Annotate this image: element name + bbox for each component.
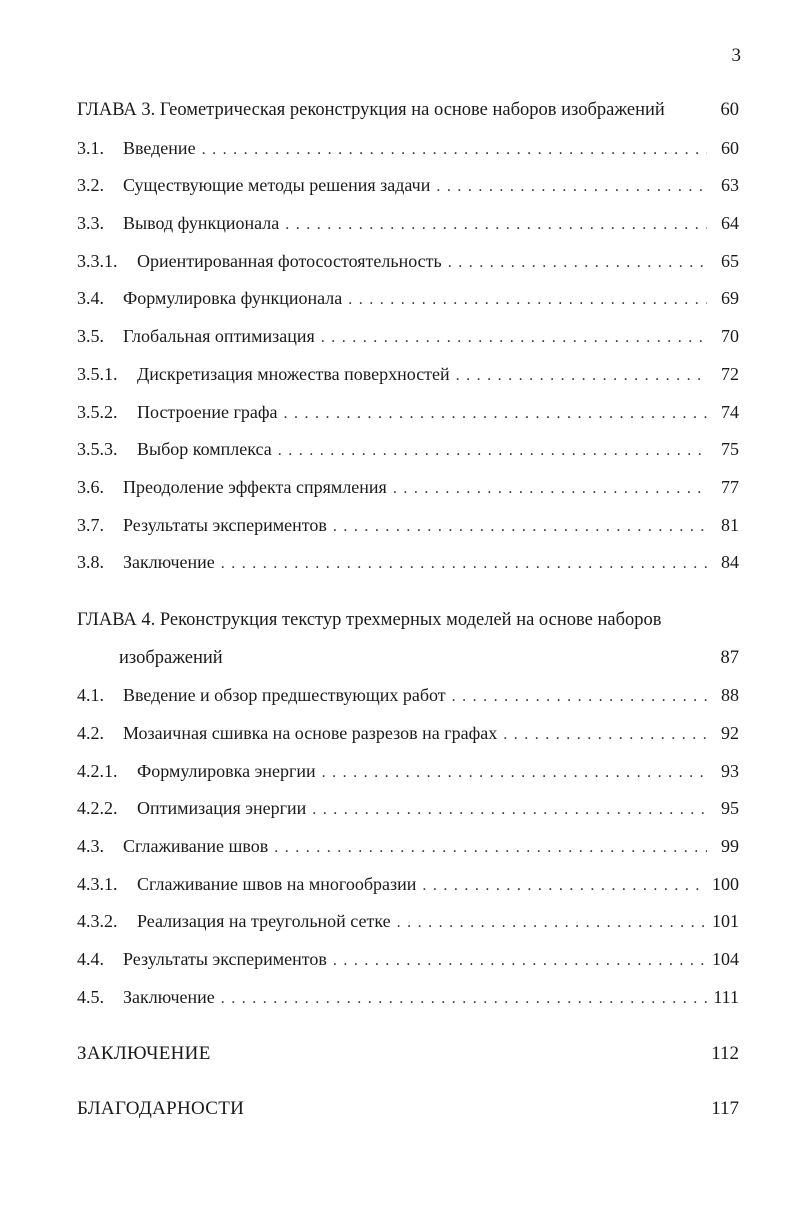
section-number: 3.8. (77, 552, 104, 573)
page-ref: 93 (721, 760, 739, 781)
dot-leader (274, 839, 707, 857)
section-number: 4.3.1. (77, 873, 118, 894)
section-number: 4.2.1. (77, 760, 118, 781)
page-ref: 69 (721, 288, 739, 309)
page-ref: 60 (721, 137, 739, 158)
section-number: 4.5. (77, 986, 104, 1007)
dot-leader (348, 291, 707, 309)
section-number: 3.3. (77, 213, 104, 234)
section-title: Введение (123, 137, 196, 158)
section-number: 3.1. (77, 137, 104, 158)
section-number: 4.3.2. (77, 911, 118, 932)
page-ref: 70 (721, 326, 739, 347)
dot-leader (285, 216, 707, 234)
page-ref: 99 (721, 836, 739, 857)
toc-entry[interactable] (77, 477, 739, 515)
page-ref: 74 (721, 401, 739, 422)
top-level-title: БЛАГОДАРНОСТИ (77, 1098, 245, 1120)
spacer (77, 1080, 739, 1098)
toc-entry[interactable] (77, 685, 739, 723)
toc-acknowledgements[interactable] (77, 1098, 739, 1136)
toc-entry[interactable] (77, 798, 739, 836)
dot-leader (448, 254, 707, 272)
page-ref: 92 (721, 723, 739, 743)
section-title: Формулировка функционала (123, 288, 343, 309)
toc-chapter-4-continued[interactable] (77, 648, 739, 686)
toc-chapter-4[interactable] (77, 610, 739, 648)
toc-entry[interactable] (77, 874, 739, 912)
table-of-contents (77, 100, 739, 1136)
section-title: Введение и обзор предшествующих работ (123, 685, 446, 706)
page-ref: 101 (712, 911, 739, 932)
toc-entry[interactable] (77, 326, 739, 364)
section-number: 3.5.2. (77, 401, 118, 422)
dot-leader (456, 367, 707, 385)
section-number: 3.3.1. (77, 250, 118, 271)
toc-chapter-3[interactable] (77, 100, 739, 138)
section-number: 3.5.3. (77, 439, 118, 460)
top-level-title: ЗАКЛЮЧЕНИЕ (77, 1042, 211, 1064)
chapter-title-line-1: ГЛАВА 4. Реконструкция текстур трехмерных моделей на основе наборов (77, 609, 662, 630)
section-number: 3.2. (77, 175, 104, 196)
toc-entry[interactable] (77, 138, 739, 176)
section-number: 3.5.1. (77, 363, 118, 384)
dot-leader (503, 726, 707, 744)
page-ref: 65 (721, 250, 739, 271)
dot-leader (397, 914, 707, 932)
dot-leader (221, 990, 707, 1008)
section-number: 3.5. (77, 326, 104, 347)
page-ref: 63 (721, 175, 739, 196)
section-title: Дискретизация множества поверхностей (137, 363, 450, 384)
toc-entry[interactable] (77, 213, 739, 251)
dot-leader (436, 178, 707, 196)
page-ref: 72 (721, 363, 739, 384)
section-number: 3.4. (77, 288, 104, 309)
section-number: 4.3. (77, 836, 104, 857)
toc-entry[interactable] (77, 761, 739, 799)
section-title: Глобальная оптимизация (123, 326, 315, 347)
page-ref: 84 (721, 552, 739, 573)
page-ref: 81 (721, 514, 739, 535)
section-title: Сглаживание швов на многообразии (137, 873, 417, 894)
section-number: 4.2. (77, 723, 104, 743)
toc-entry[interactable] (77, 723, 739, 761)
page-ref: 111 (713, 986, 739, 1007)
page-ref: 104 (712, 949, 739, 970)
section-number: 4.1. (77, 685, 104, 706)
section-title: Вывод функционала (123, 213, 280, 234)
section-title: Выбор комплекса (137, 439, 272, 460)
section-number: 3.7. (77, 514, 104, 535)
dot-leader (333, 518, 707, 536)
dot-leader (284, 405, 707, 423)
toc-entry[interactable] (77, 439, 739, 477)
dot-leader (202, 141, 707, 159)
page-ref: 88 (721, 685, 739, 706)
page-number: 3 (731, 45, 741, 66)
chapter-title-line-2: изображений (119, 647, 223, 668)
page-ref: 64 (721, 213, 739, 234)
page-ref: 77 (721, 476, 739, 497)
dot-leader (333, 952, 707, 970)
toc-entry[interactable] (77, 836, 739, 874)
page-ref: 112 (711, 1042, 739, 1064)
spacer (77, 590, 739, 610)
toc-entry[interactable] (77, 987, 739, 1025)
section-number: 4.2.2. (77, 798, 118, 819)
toc-entry[interactable] (77, 949, 739, 987)
section-title: Преодоление эффекта спрямления (123, 476, 387, 497)
section-title: Сглаживание швов (123, 836, 269, 857)
toc-entry[interactable] (77, 175, 739, 213)
page-ref: 87 (720, 647, 739, 668)
section-title: Формулировка энергии (137, 760, 316, 781)
section-title: Оптимизация энергии (137, 798, 307, 819)
dot-leader (322, 764, 707, 782)
chapter-title: ГЛАВА 3. Геометрическая реконструкция на основе наборов изображений (77, 100, 665, 120)
page-ref: 75 (721, 439, 739, 460)
section-number: 4.4. (77, 949, 104, 970)
dot-leader (393, 480, 707, 498)
dot-leader (452, 688, 707, 706)
section-title: Заключение (123, 986, 215, 1007)
toc-entry[interactable] (77, 911, 739, 949)
section-title: Существующие методы решения задачи (123, 175, 431, 196)
dot-leader (221, 555, 707, 573)
section-title: Ориентированная фотосостоятельность (137, 250, 442, 271)
toc-entry[interactable] (77, 251, 739, 289)
toc-entry[interactable] (77, 364, 739, 402)
dot-leader (422, 877, 707, 895)
section-title: Построение графа (137, 401, 278, 422)
section-title: Результаты экспериментов (123, 949, 327, 970)
toc-entry[interactable] (77, 515, 739, 553)
section-title: Результаты экспериментов (123, 514, 327, 535)
toc-entry[interactable] (77, 288, 739, 326)
dot-leader (278, 442, 707, 460)
toc-entry[interactable] (77, 552, 739, 590)
section-title: Мозаичная сшивка на основе разрезов на графах (123, 723, 498, 743)
page-ref: 100 (712, 873, 739, 894)
page-ref: 60 (720, 100, 739, 120)
section-title: Заключение (123, 552, 215, 573)
dot-leader (312, 801, 707, 819)
page-ref: 117 (711, 1098, 739, 1120)
section-number: 3.6. (77, 476, 104, 497)
toc-entry[interactable] (77, 402, 739, 440)
page-ref: 95 (721, 798, 739, 819)
spacer (77, 1025, 739, 1043)
toc-conclusion[interactable] (77, 1043, 739, 1081)
section-title: Реализация на треугольной сетке (137, 911, 391, 932)
dot-leader (321, 329, 707, 347)
